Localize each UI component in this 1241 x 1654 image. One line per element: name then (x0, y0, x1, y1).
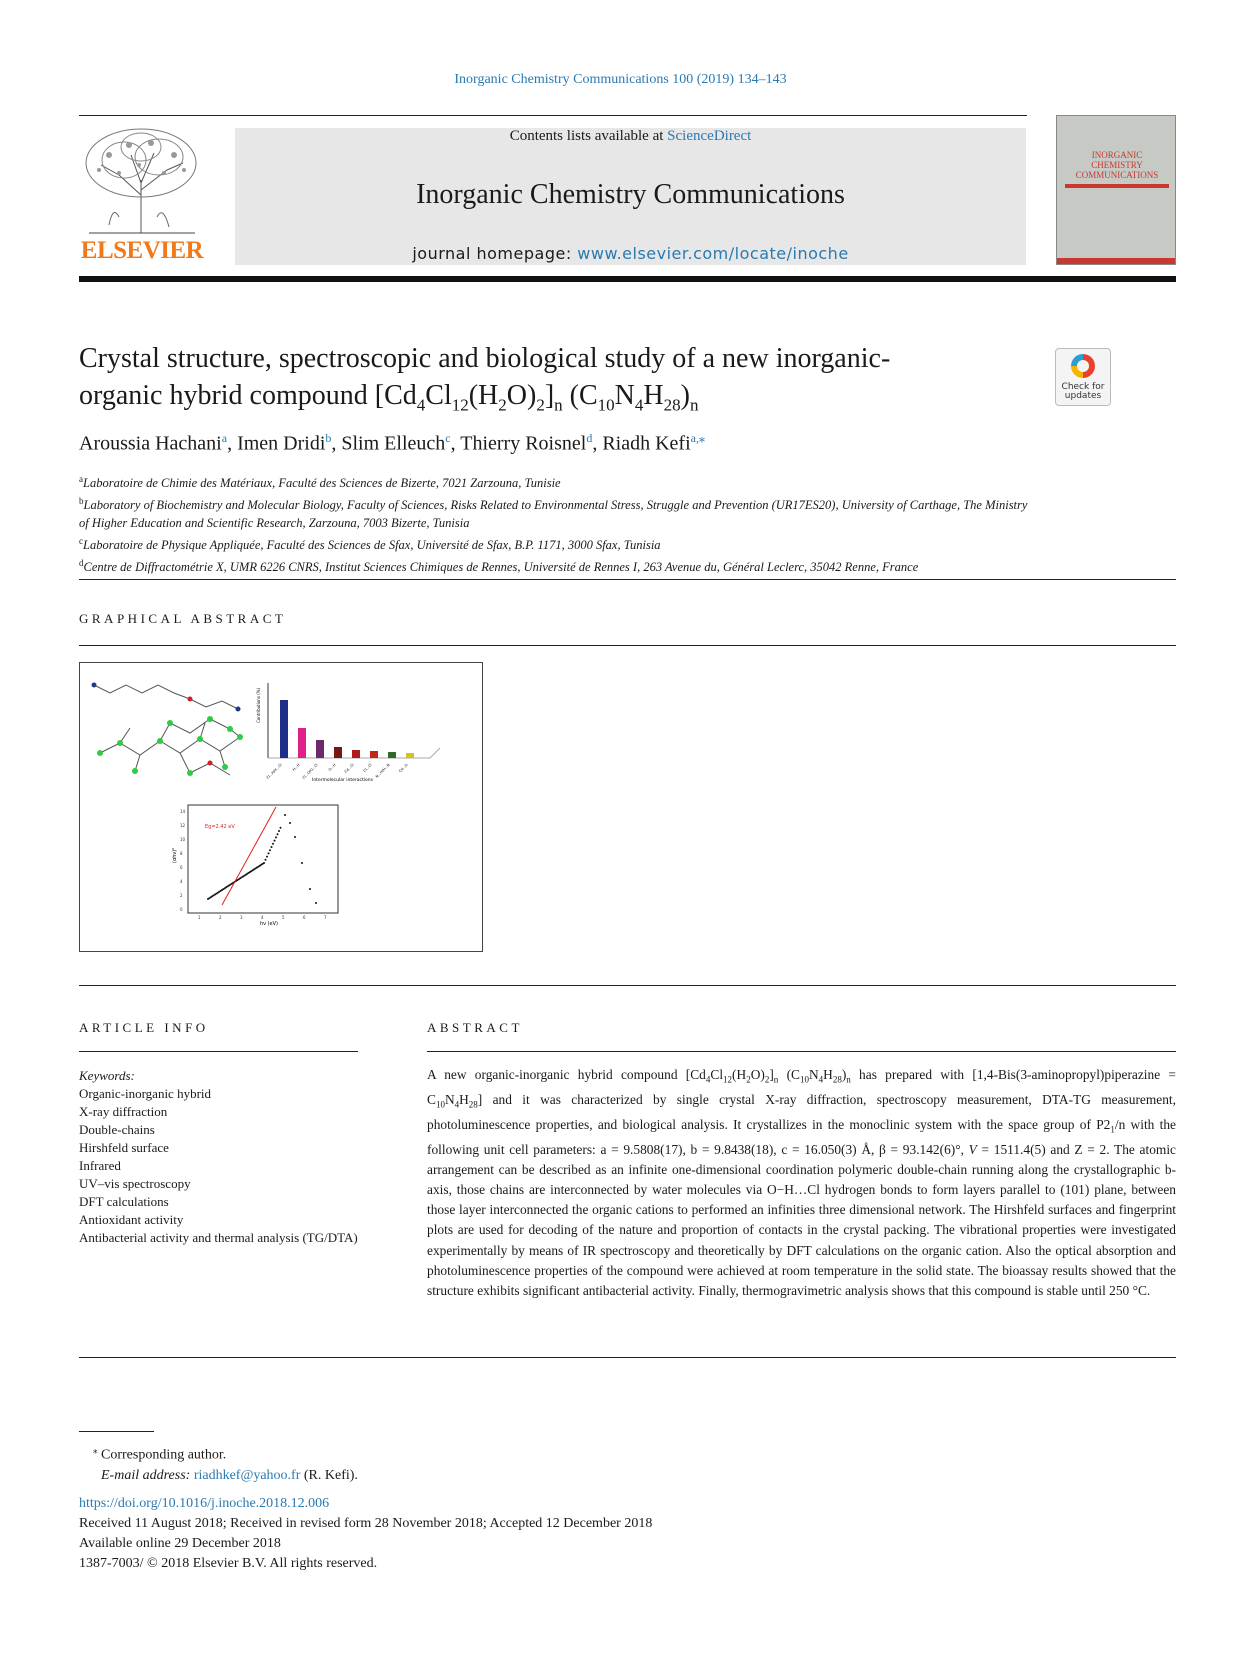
plot-ytick: 4 (180, 879, 183, 884)
keyword-item: X-ray diffraction (79, 1104, 168, 1119)
affiliation-item: $^a$Laboratoire de Chimie des Matériaux, Faculté des Sciences de Bizerte, 7021 Zarzouna, Tunisie (79, 474, 561, 491)
plot-xtick: 6 (303, 915, 306, 920)
article-title: Crystal structure, spectroscopic and biological study of a new inorganic- organic hybrid compound $[Cd_4Cl_{12}(H_2O)_2]_n$ $(C_{10}N_4H_{28})_n$ (79, 343, 891, 415)
plot-ytick: 10 (180, 837, 186, 842)
author-name: Slim Elleuch (341, 432, 446, 455)
email-link[interactable]: riadhkef@yahoo.fr (193, 1467, 301, 1483)
journal-banner (235, 128, 1026, 265)
author-affil-link[interactable]: a,⁎ (690, 431, 705, 445)
plot-ytick: 14 (180, 809, 186, 814)
article-info-rule (79, 1051, 358, 1052)
tauc-point (309, 888, 311, 890)
contribution-bar (316, 740, 324, 758)
contribution-bar (352, 750, 360, 758)
sciencedirect-link[interactable]: ScienceDirect (667, 128, 752, 144)
homepage-line: journal homepage: www.elsevier.com/locate/inoche (412, 244, 849, 263)
tauc-point (268, 852, 270, 854)
keyword-item: Double-chains (79, 1122, 155, 1137)
affiliation-item: $^c$Laboratoire de Physique Appliquée, Faculté des Sciences de Sfax, Université de Sfax, B.P. 1171, 3000 Sfax, Tunisia (79, 536, 661, 553)
tauc-point (301, 862, 303, 864)
tauc-plot (172, 805, 338, 927)
oxygen-atoms (188, 697, 213, 766)
plot-xtick: 1 (198, 915, 201, 920)
affiliation-item: $^d$Centre de Diffractométrie X, UMR 6226 CNRS, Institut Sciences Chimiques de Rennes, Université de Rennes I, 263 Avenue du, Général Leclerc, 35042 Renne, France (79, 558, 919, 575)
keyword-item: UV–vis spectroscopy (79, 1176, 191, 1191)
cover-title: INORGANIC CHEMISTRY COMMUNICATIONS (1075, 150, 1159, 180)
graphical-abstract-figure[interactable] (79, 662, 483, 952)
bar-category-label: Cd...O (398, 762, 409, 774)
plot-ytick: 2 (180, 893, 183, 898)
plot-xtick: 5 (282, 915, 285, 920)
plot-xlabel: hν (eV) (260, 921, 278, 927)
tauc-point (289, 822, 291, 824)
corresponding-author-note: Corresponding author. (101, 1447, 227, 1463)
tauc-point (271, 846, 273, 848)
contribution-bar (370, 751, 378, 758)
tauc-point (263, 862, 265, 864)
tauc-point (315, 902, 317, 904)
received-dates: Received 11 August 2018; Received in revised form 28 November 2018; Accepted 12 December 2018 (79, 1516, 653, 1531)
tree-icon (79, 125, 205, 235)
plot-ytick: 0 (180, 907, 183, 912)
cover-stripe (1065, 184, 1169, 188)
abstract-heading: ABSTRACT (427, 1020, 523, 1035)
footnote: ⁎ Corresponding author. E-mail address: riadhkef@yahoo.fr (R. Kefi). (93, 1445, 358, 1483)
article-info-heading: ARTICLE INFO (79, 1020, 209, 1035)
contribution-bar (280, 700, 288, 758)
graphical-abstract-heading: GRAPHICAL ABSTRACT (79, 611, 287, 626)
plot-xtick: 2 (219, 915, 222, 920)
keyword-item: Infrared (79, 1158, 121, 1173)
author-affil-link[interactable]: d (586, 431, 593, 445)
tauc-point (284, 814, 286, 816)
tauc-point (277, 833, 279, 835)
plot-ylabel: (αhν)² (172, 847, 178, 863)
section-rule (79, 645, 1176, 646)
tauc-point (274, 840, 276, 842)
author-name: Aroussia Hachani (79, 432, 222, 455)
article-history (79, 1494, 652, 1574)
contents-line: Contents lists available at ScienceDirect (509, 128, 752, 144)
plot-ytick: 8 (180, 851, 183, 856)
affiliation-item: $^b$Laboratory of Biochemistry and Molecular Biology, Faculty of Sciences, Risks Related to Environmental Stress, Struggle and Prevention (UR17ES20), University of Carthage, The Ministry of Higher Education and Scientific Research, Zarzouna, 7003 Bizerte, Tunisia (79, 496, 1028, 531)
plot-xtick: 4 (261, 915, 264, 920)
plot-ytick: 12 (180, 823, 186, 828)
keywords-label: Keywords: (79, 1068, 135, 1083)
crossmark-icon (1071, 354, 1095, 378)
plot-ytick: 6 (180, 865, 183, 870)
bar-category-label: Cl...Cl (362, 762, 373, 773)
cover-bottom-stripe (1057, 258, 1175, 264)
contribution-bar-chart (256, 683, 440, 783)
journal-name: Inorganic Chemistry Communications (416, 179, 845, 210)
author-name: Riadh Kefi (602, 432, 691, 455)
bar-xlabel: Intermolecular interactions (312, 778, 373, 783)
header-rule (79, 115, 1027, 116)
author-affil-link[interactable]: a (221, 431, 228, 445)
author-name: Imen Dridi (237, 432, 326, 455)
bar-category-label: O...H (327, 762, 337, 772)
author-list: Aroussia Hachani$^a$, Imen Dridi$^b$, Slim Elleuch$^c$, Thierry Roisnel$^d$, Riadh Kefi$^{a,⁎}$ (79, 431, 705, 455)
keyword-item: Antibacterial activity and thermal analysis (TG/DTA) (79, 1230, 358, 1245)
elsevier-logo[interactable] (79, 125, 205, 265)
section-rule (79, 985, 1176, 986)
homepage-link[interactable]: www.elsevier.com/locate/inoche (577, 244, 849, 263)
masthead-bar (79, 276, 1176, 282)
tauc-point (272, 843, 274, 845)
contribution-bar (388, 752, 396, 758)
online-date: Available online 29 December 2018 (79, 1536, 281, 1551)
keyword-item: DFT calculations (79, 1194, 169, 1209)
crystal-structure-icon (94, 685, 240, 775)
footnote-rule (79, 1431, 154, 1432)
copyright: 1387-7003/ © 2018 Elsevier B.V. All rights reserved. (79, 1556, 378, 1571)
section-rule (79, 579, 1176, 580)
author-affil-link[interactable]: c (445, 431, 451, 445)
keyword-item: Organic-inorganic hybrid (79, 1086, 212, 1101)
crossmark-button[interactable]: Check for updates (1055, 348, 1111, 406)
plot-xtick: 3 (240, 915, 243, 920)
keywords (79, 1067, 359, 1247)
contribution-bar (298, 728, 306, 758)
publisher-name: ELSEVIER (80, 237, 204, 264)
abstract-rule (427, 1051, 1176, 1052)
tauc-point (269, 849, 271, 851)
affiliations (79, 470, 1039, 577)
tauc-point (280, 827, 282, 829)
nitrogen-atoms (92, 683, 241, 712)
abstract-text: A new organic-inorganic hybrid compound $[Cd_4Cl_{12}(H_2O)_2]_n$ $(C_{10}N_4H_{28})_n$ has prepared with [1,4-Bis(3-aminopropyl)piperazine = $C_{10}N_4H_{28}$] and it was characterized by single crystal X-ray diffraction, spectroscopy measurement, DTA-TG measurement, photoluminescence properties, and biological analysis. It crystallizes in the monoclinic system with the space group of $P2_1/n$ with the following unit cell parameters: a = 9.5808(17), b = 9.8438(18), c = 16.050(3) Å, β = 93.142(6)°, V = 1511.4(5) and Z = 2. The atomic arrangement can be described as an infinite one-dimensional coordination polymeric double-chain running along the crystallographic b-axis, those chains are interconnected by water molecules via O−H…Cl hydrogen bonds to form layers parallel to (101) plane, between those layer interconnected the organic cations to performed an infinities three dimensional network. The Hirshfeld surfaces and fingerprint plots are used for decoding of the nature and proportion of contacts in the crystal packing. The vibrational properties were investigated experimentally by means of IR spectroscopy and theoretically by DFT calculations on the organic cation. Also the optical absorption and photoluminescence properties of the compound were achieved at room temperature in the solid state. The bioassay results showed that the structure exhibits significant antibacterial activity. Finally, thermogravimetric analysis shows that this compound is stable until 250 °C. (427, 1067, 1177, 1299)
tauc-point (265, 859, 267, 861)
tauc-point (278, 830, 280, 832)
author-name: Thierry Roisnel (460, 432, 587, 455)
bar-category-label: Cl...O/O...Cl (301, 762, 319, 780)
tauc-point (266, 856, 268, 858)
author-affil-link[interactable]: b (325, 431, 332, 445)
tauc-point (275, 836, 277, 838)
graphical-abstract-svg (80, 663, 482, 951)
section-rule (79, 1357, 1176, 1358)
doi-link[interactable]: https://doi.org/10.1016/j.inoche.2018.12.006 (79, 1496, 330, 1511)
bar-ylabel: Contributions (%) (256, 687, 261, 723)
plot-xtick: 7 (324, 915, 327, 920)
band-gap-label: Eg=2.42 eV (205, 824, 235, 830)
bar-category-label: Cl...H/H...Cl (265, 762, 283, 780)
contribution-bar (334, 747, 342, 758)
tauc-point (294, 836, 296, 838)
keyword-item: Hirshfeld surface (79, 1140, 169, 1155)
bar-category-label: H...H (291, 762, 301, 772)
bar-category-label: Cd...Cl (343, 762, 355, 774)
journal-cover[interactable] (1056, 115, 1176, 265)
bar-category-label: N...H/H...N (374, 762, 391, 779)
contribution-bar (406, 753, 414, 758)
keyword-item: Antioxidant activity (79, 1212, 184, 1227)
journal-citation[interactable]: Inorganic Chemistry Communications 100 (2019) 134–143 (454, 72, 787, 87)
